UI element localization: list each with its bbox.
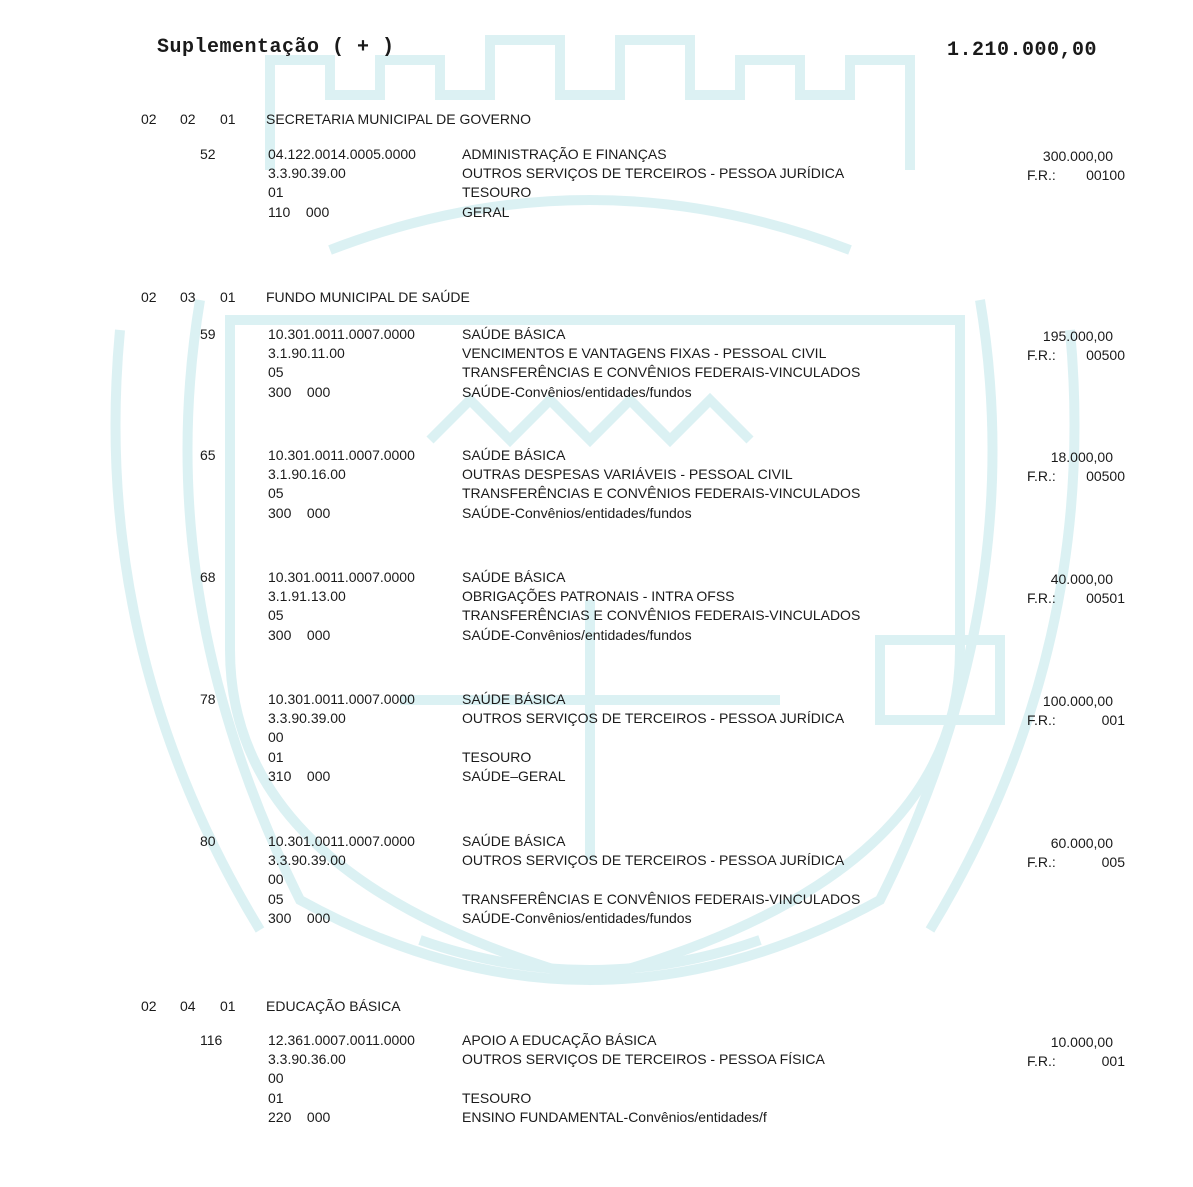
funding-source-label: F.R.: [1027, 1053, 1056, 1069]
unit-code-part: 02 [141, 111, 157, 127]
funding-source-code: 00500 [1086, 468, 1125, 484]
entry-number: 68 [200, 569, 216, 585]
entry-amount: 100.000,00 [1042, 693, 1113, 709]
entry-code-line: 05 [268, 364, 284, 381]
entry-description-line: TRANSFERÊNCIAS E CONVÊNIOS FEDERAIS-VINCULADOS [462, 607, 861, 624]
entry-description-line: SAÚDE BÁSICA [462, 326, 566, 342]
entry-description-line: ADMINISTRAÇÃO E FINANÇAS [462, 146, 667, 162]
entry-code-line: 01 [268, 748, 284, 765]
entry-code-line: 3.1.90.11.00 [268, 345, 345, 362]
funding-source-label: F.R.: [1027, 468, 1056, 484]
entry-description-line [462, 870, 860, 889]
entry-code-line: 3.3.90.39.00 [268, 852, 346, 869]
unit-name: FUNDO MUNICIPAL DE SAÚDE [266, 289, 470, 305]
funding-source-label: F.R.: [1027, 854, 1056, 870]
entry-code-line: 10.301.0011.0007.0000 [268, 833, 415, 849]
entry-number: 80 [200, 833, 216, 849]
entry-code-line: 05 [268, 485, 284, 502]
entry-number: 59 [200, 326, 216, 342]
entry-description-line: TESOURO [462, 748, 532, 765]
entry-codes [268, 832, 415, 928]
entry-description-line: SAÚDE BÁSICA [462, 569, 566, 585]
entry-description-line: ENSINO FUNDAMENTAL-Convênios/entidades/f [462, 1108, 767, 1125]
entry-amount: 18.000,00 [1050, 449, 1113, 465]
entry-code-line: 12.361.0007.0011.0000 [268, 1032, 415, 1048]
entry-description-line: SAÚDE-Convênios/entidades/fundos [462, 383, 692, 400]
entry-number: 52 [200, 146, 216, 162]
unit-code-part: 02 [180, 111, 196, 127]
entry-code-line: 00 [268, 871, 284, 888]
entry-description-line: SAÚDE-Convênios/entidades/fundos [462, 626, 692, 643]
funding-source-code: 005 [1101, 854, 1125, 870]
unit-code-part: 04 [180, 998, 196, 1014]
entry-code-line: 00 [268, 1070, 284, 1087]
funding-source-code: 00501 [1086, 590, 1125, 606]
entry-code-line: 310 000 [268, 767, 331, 784]
entry-code-line: 10.301.0011.0007.0000 [268, 691, 415, 707]
entry-code-line: 05 [268, 890, 284, 907]
entry-descriptions [462, 832, 860, 928]
entry-description-line: TRANSFERÊNCIAS E CONVÊNIOS FEDERAIS-VINCULADOS [462, 890, 861, 907]
funding-source-code: 00500 [1086, 347, 1125, 363]
funding-source-label: F.R.: [1027, 712, 1056, 728]
entry-code-line: 00 [268, 729, 284, 746]
funding-source-label: F.R.: [1027, 167, 1056, 183]
entry-description-line: SAÚDE–GERAL [462, 767, 566, 784]
entry-code-line: 01 [268, 184, 284, 201]
entry-description-line: OUTRAS DESPESAS VARIÁVEIS - PESSOAL CIVIL [462, 466, 793, 483]
entry-description-line: TESOURO [462, 1089, 532, 1106]
entry-code-line: 05 [268, 607, 284, 624]
entry-description-line [462, 728, 844, 747]
entry-amount: 40.000,00 [1050, 571, 1113, 587]
entry-description-line: SAÚDE BÁSICA [462, 691, 566, 707]
unit-name: SECRETARIA MUNICIPAL DE GOVERNO [266, 111, 532, 127]
entry-description-line: OUTROS SERVIÇOS DE TERCEIROS - PESSOA JURÍDICA [462, 852, 845, 869]
entry-description-line [462, 1069, 825, 1088]
entry-description-line: SAÚDE-Convênios/entidades/fundos [462, 504, 692, 521]
entry-codes [268, 446, 415, 523]
entry-code-line: 10.301.0011.0007.0000 [268, 569, 415, 585]
entry-code-line: 3.1.91.13.00 [268, 588, 346, 605]
entry-code-line: 300 000 [268, 626, 331, 643]
entry-description-line: OUTROS SERVIÇOS DE TERCEIROS - PESSOA FÍSICA [462, 1051, 825, 1068]
supplement-total: 1.210.000,00 [947, 39, 1098, 62]
entry-code-line: 110 000 [268, 203, 330, 220]
entry-code-line: 3.3.90.39.00 [268, 165, 346, 182]
entry-description-line: VENCIMENTOS E VANTAGENS FIXAS - PESSOAL CIVIL [462, 345, 827, 362]
entry-descriptions [462, 325, 860, 402]
entry-codes [268, 325, 415, 402]
entry-description-line: SAÚDE-Convênios/entidades/fundos [462, 909, 692, 926]
entry-number: 78 [200, 691, 216, 707]
entry-code-line: 300 000 [268, 909, 331, 926]
entry-code-line: 04.122.0014.0005.0000 [268, 146, 416, 162]
funding-source-code: 001 [1101, 1053, 1125, 1069]
entry-description-line: OBRIGAÇÕES PATRONAIS - INTRA OFSS [462, 588, 735, 605]
unit-code-part: 02 [141, 289, 157, 305]
entry-code-line: 300 000 [268, 383, 331, 400]
funding-source-label: F.R.: [1027, 347, 1056, 363]
entry-codes [268, 145, 416, 222]
entry-code-line: 220 000 [268, 1108, 331, 1125]
unit-code-part: 02 [141, 998, 157, 1014]
entry-code-line: 3.1.90.16.00 [268, 466, 346, 483]
entry-code-line: 10.301.0011.0007.0000 [268, 447, 415, 463]
entry-descriptions [462, 568, 860, 645]
entry-descriptions [462, 1031, 825, 1127]
entry-description-line: TESOURO [462, 184, 532, 201]
entry-code-line: 3.3.90.36.00 [268, 1051, 346, 1068]
entry-description-line: OUTROS SERVIÇOS DE TERCEIROS - PESSOA JURÍDICA [462, 710, 845, 727]
unit-code-part: 01 [220, 111, 236, 127]
funding-source-label: F.R.: [1027, 590, 1056, 606]
entry-description-line: SAÚDE BÁSICA [462, 833, 566, 849]
entry-descriptions [462, 145, 844, 222]
unit-code-part: 03 [180, 289, 196, 305]
entry-description-line: OUTROS SERVIÇOS DE TERCEIROS - PESSOA JURÍDICA [462, 165, 845, 182]
entry-codes [268, 1031, 415, 1127]
entry-codes [268, 690, 415, 786]
entry-description-line: SAÚDE BÁSICA [462, 447, 566, 463]
entry-amount: 195.000,00 [1042, 328, 1113, 344]
entry-amount: 300.000,00 [1042, 148, 1113, 164]
entry-number: 116 [200, 1032, 223, 1048]
entry-description-line: GERAL [462, 203, 510, 220]
unit-name: EDUCAÇÃO BÁSICA [266, 998, 401, 1014]
entry-code-line: 300 000 [268, 504, 331, 521]
unit-code-part: 01 [220, 289, 236, 305]
entry-description-line: TRANSFERÊNCIAS E CONVÊNIOS FEDERAIS-VINCULADOS [462, 485, 861, 502]
unit-code-part: 01 [220, 998, 236, 1014]
entry-descriptions [462, 446, 860, 523]
entry-description-line: APOIO A EDUCAÇÃO BÁSICA [462, 1032, 657, 1048]
entry-code-line: 01 [268, 1089, 284, 1106]
document-heading: Suplementação ( + ) [157, 36, 395, 59]
entry-code-line: 3.3.90.39.00 [268, 710, 346, 727]
entry-description-line: TRANSFERÊNCIAS E CONVÊNIOS FEDERAIS-VINCULADOS [462, 364, 861, 381]
entry-descriptions [462, 690, 844, 786]
funding-source-code: 001 [1101, 712, 1125, 728]
funding-source-code: 00100 [1086, 167, 1125, 183]
entry-code-line: 10.301.0011.0007.0000 [268, 326, 415, 342]
entry-amount: 10.000,00 [1050, 1034, 1113, 1050]
entry-amount: 60.000,00 [1050, 835, 1113, 851]
entry-codes [268, 568, 415, 645]
entry-number: 65 [200, 447, 216, 463]
